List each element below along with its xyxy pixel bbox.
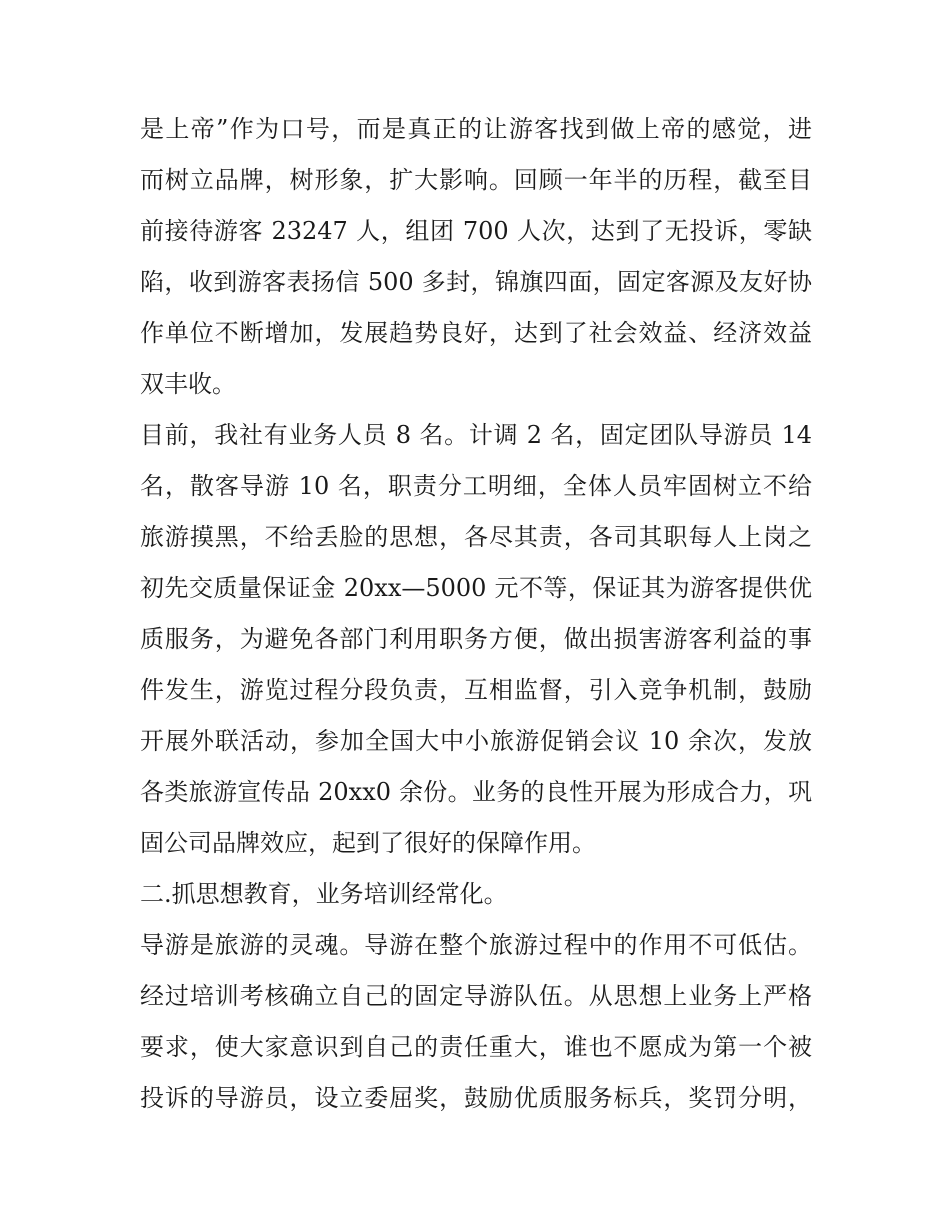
text-line: 质服务，为避免各部门利用职务方便，做出损害游客利益的事 — [140, 625, 812, 653]
text-line: 是上帝”作为口号，而是真正的让游客找到做上帝的感觉，进 — [140, 115, 812, 143]
text-line: 双丰收。 — [140, 370, 236, 398]
document-body — [140, 104, 812, 1124]
text-line: 固公司品牌效应，起到了很好的保障作用。 — [140, 829, 596, 857]
text-line: 前接待游客 23247 人，组团 700 人次，达到了无投诉，零缺 — [140, 217, 812, 245]
text-line: 陷，收到游客表扬信 500 多封，锦旗四面，固定客源及友好协 — [140, 268, 812, 296]
text-line: 目前，我社有业务人员 8 名。计调 2 名，固定团队导游员 14 — [140, 421, 812, 449]
text-line: 而树立品牌，树形象，扩大影响。回顾一年半的历程，截至目 — [140, 166, 812, 194]
text-line: 开展外联活动，参加全国大中小旅游促销会议 10 余次，发放 — [140, 727, 812, 755]
text-line: 初先交质量保证金 20xx—5000 元不等，保证其为游客提供优 — [140, 574, 812, 602]
text-line: 件发生，游览过程分段负责，互相监督，引入竞争机制，鼓励 — [140, 676, 812, 704]
text-line: 作单位不断增加，发展趋势良好，达到了社会效益、经济效益 — [140, 319, 812, 347]
text-line: 旅游摸黑，不给丢脸的思想，各尽其责，各司其职每人上岗之 — [140, 523, 812, 551]
text-line: 经过培训考核确立自己的固定导游队伍。从思想上业务上严格 — [140, 982, 812, 1010]
text-line: 名，散客导游 10 名，职责分工明细，全体人员牢固树立不给 — [140, 472, 812, 500]
text-line: 导游是旅游的灵魂。导游在整个旅游过程中的作用不可低估。 — [140, 931, 812, 959]
section-heading: 二.抓思想教育，业务培训经常化。 — [140, 880, 508, 908]
text-line: 投诉的导游员，设立委屈奖，鼓励优质服务标兵，奖罚分明， — [140, 1084, 812, 1112]
text-line: 各类旅游宣传品 20xx0 余份。业务的良性开展为形成合力，巩 — [140, 778, 812, 806]
text-line: 要求，使大家意识到自己的责任重大，谁也不愿成为第一个被 — [140, 1033, 812, 1061]
